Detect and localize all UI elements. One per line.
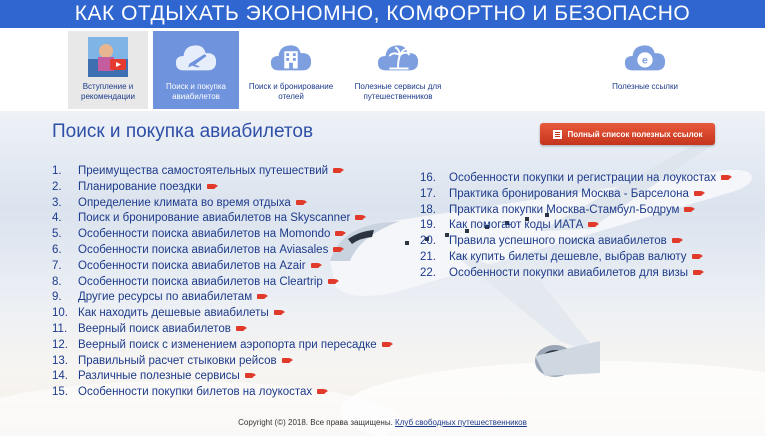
video-camera-icon [693, 270, 701, 275]
list-item: 4. Поиск и бронирование авиабилетов на Skyscanner [52, 211, 412, 227]
video-camera-icon [333, 247, 341, 252]
video-camera-icon [282, 358, 290, 363]
list-item: 22. Особенности покупки авиабилетов для визы [420, 266, 760, 282]
lesson-link[interactable]: Как помогают коды ИАТА [449, 219, 584, 232]
cloud-browser-icon [623, 35, 667, 79]
nav-item-flights[interactable] [153, 31, 239, 109]
top-navigation [0, 28, 765, 111]
list-item: 11. Веерный поиск авиабилетов [52, 322, 412, 338]
svg-text:e: e [642, 54, 648, 67]
lesson-link[interactable]: Определение климата во время отдыха [78, 196, 291, 209]
lesson-link[interactable]: Особенности поиска авиабилетов на Aviasales [78, 243, 329, 256]
lesson-link[interactable]: Особенности поиска авиабилетов на Cleartrip [78, 275, 323, 288]
video-camera-icon [245, 373, 253, 378]
full-links-button-label: Полный список полезных ссылок [567, 129, 703, 139]
list-item: 13. Правильный расчет стыковки рейсов [52, 354, 412, 370]
video-camera-icon [274, 310, 282, 315]
list-item: 19. Как помогают коды ИАТА [420, 218, 760, 234]
list-item: 9. Другие ресурсы по авиабилетам [52, 290, 412, 306]
lesson-link[interactable]: Как купить билеты дешевле, выбрав валюту [449, 250, 687, 263]
club-link[interactable]: Клуб свободных путешественников [395, 418, 527, 427]
nav-item-links[interactable] [600, 31, 690, 109]
lesson-link[interactable]: Особенности покупки авиабилетов для визы [449, 266, 689, 279]
list-item: 6. Особенности поиска авиабилетов на Aviasales [52, 243, 412, 259]
footer [0, 418, 765, 427]
cloud-palm-icon [376, 35, 420, 79]
lesson-link[interactable]: Поиск и бронирование авиабилетов на Skyscanner [78, 212, 351, 225]
nav-item-label: Поиск и бронирование отелей [248, 82, 334, 101]
lessons-list-right [420, 171, 760, 282]
full-links-button[interactable] [540, 123, 715, 145]
video-camera-icon [296, 200, 304, 205]
video-camera-icon [236, 326, 244, 331]
list-item: 1. Преимущества самостоятельных путешествий [52, 164, 412, 180]
lesson-link[interactable]: Планирование поездки [78, 180, 202, 193]
list-item: 8. Особенности поиска авиабилетов на Cleartrip [52, 275, 412, 291]
cloud-building-icon [269, 35, 313, 79]
lesson-link[interactable]: Правила успешного поиска авиабилетов [449, 235, 667, 248]
list-item: 16. Особенности покупки и регистрации на лоукостах [420, 171, 760, 187]
list-icon [553, 130, 562, 139]
lessons-list-left [52, 164, 412, 401]
lesson-link[interactable]: Другие ресурсы по авиабилетам [78, 291, 253, 304]
nav-item-hotels[interactable] [245, 31, 337, 109]
video-camera-icon [382, 342, 390, 347]
video-camera-icon [684, 207, 692, 212]
video-camera-icon [721, 175, 729, 180]
video-camera-icon [257, 294, 265, 299]
nav-item-label: Вступление и рекомендации [81, 82, 135, 101]
list-item: 3. Определение климата во время отдыха [52, 196, 412, 212]
video-camera-icon [692, 254, 700, 259]
video-camera-icon [317, 389, 325, 394]
video-camera-icon [672, 238, 680, 243]
video-camera-icon [694, 191, 702, 196]
list-item: 14. Различные полезные сервисы [52, 369, 412, 385]
list-item: 21. Как купить билеты дешевле, выбрав валюту [420, 250, 760, 266]
lesson-link[interactable]: Практика бронирования Москва - Барселона [449, 187, 689, 200]
site-title: КАК ОТДЫХАТЬ ЭКОНОМНО, КОМФОРТНО И БЕЗОПАСНО [74, 2, 691, 25]
main-content [0, 111, 765, 436]
video-camera-icon [355, 215, 363, 220]
list-item: 2. Планирование поездки [52, 180, 412, 196]
nav-item-label: Полезные ссылки [612, 82, 678, 91]
lesson-link[interactable]: Преимущества самостоятельных путешествий [78, 165, 329, 177]
nav-item-services[interactable] [344, 31, 452, 109]
video-camera-icon [311, 263, 319, 268]
lesson-link[interactable]: Практика покупки Москва-Стамбул-Бодрум [449, 203, 680, 216]
lesson-link[interactable]: Как находить дешевые авиабилеты [78, 307, 269, 320]
lesson-link[interactable]: Особенности покупки и регистрации на лоукостах [449, 172, 717, 184]
nav-item-label: Полезные сервисы для путешественников [354, 82, 442, 101]
lesson-link[interactable]: Различные полезные сервисы [78, 370, 240, 383]
video-thumbnail-icon [86, 35, 130, 79]
video-camera-icon [335, 231, 343, 236]
lesson-link[interactable]: Правильный расчет стыковки рейсов [78, 354, 277, 367]
site-header [0, 0, 765, 28]
list-item: 10. Как находить дешевые авиабилеты [52, 306, 412, 322]
lesson-link[interactable]: Особенности поиска авиабилетов на Momondo [78, 228, 331, 241]
lesson-link[interactable]: Веерный поиск с изменением аэропорта при пересадке [78, 338, 377, 351]
list-item: 18. Практика покупки Москва-Стамбул-Бодрум [420, 203, 760, 219]
cloud-plane-icon [174, 35, 218, 79]
list-item: 17. Практика бронирования Москва - Барселона [420, 187, 760, 203]
video-camera-icon [328, 279, 336, 284]
copyright-text: Copyright (©) 2018. Все права защищены. [238, 418, 393, 427]
video-camera-icon [333, 168, 341, 173]
list-item: 7. Особенности поиска авиабилетов на Azair [52, 259, 412, 275]
list-item: 5. Особенности поиска авиабилетов на Momondo [52, 227, 412, 243]
nav-item-intro[interactable] [68, 31, 148, 109]
list-item: 20. Правила успешного поиска авиабилетов [420, 234, 760, 250]
list-item: 12. Веерный поиск с изменением аэропорта при пересадке [52, 338, 412, 354]
video-camera-icon [588, 222, 596, 227]
section-title: Поиск и покупка авиабилетов [52, 121, 314, 142]
video-camera-icon [207, 184, 215, 189]
list-item: 15. Особенности покупки билетов на лоукостах [52, 385, 412, 401]
lesson-link[interactable]: Особенности поиска авиабилетов на Azair [78, 259, 306, 272]
nav-item-label: Поиск и покупка авиабилетов [166, 82, 226, 101]
lesson-link[interactable]: Веерный поиск авиабилетов [78, 322, 231, 335]
lesson-link[interactable]: Особенности покупки билетов на лоукостах [78, 386, 313, 399]
